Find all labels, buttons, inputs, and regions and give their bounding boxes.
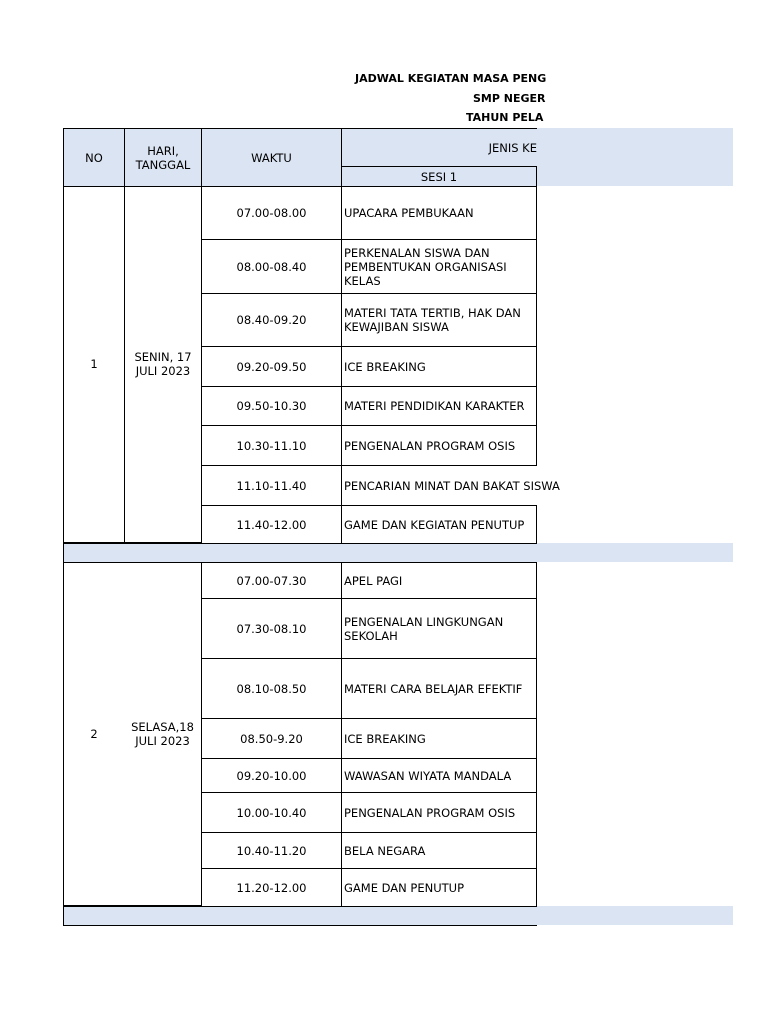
title-text-2: SMP NEGER [473, 92, 546, 105]
day-separator-row [63, 906, 733, 925]
schedule-activity: GAME DAN KEGIATAN PENUTUP [341, 505, 537, 544]
day-date: SELASA,18 JULI 2023 [124, 562, 201, 906]
schedule-activity: PERKENALAN SISWA DAN PEMBENTUKAN ORGANISASI KELAS [341, 239, 537, 294]
schedule-activity: MATERI CARA BELAJAR EFEKTIF [341, 658, 537, 719]
separator-top-line [63, 906, 537, 907]
schedule-time: 11.20-12.00 [201, 868, 341, 907]
title-line-3 [0, 109, 768, 127]
day-date: SENIN, 17 JULI 2023 [124, 186, 201, 543]
schedule-time: 08.50-9.20 [201, 718, 341, 759]
schedule-activity: PENGENALAN PROGRAM OSIS [341, 425, 537, 466]
header-waktu: WAKTU [201, 128, 341, 187]
schedule-time: 07.30-08.10 [201, 598, 341, 659]
schedule-activity: MATERI TATA TERTIB, HAK DAN KEWAJIBAN SISWA [341, 293, 537, 347]
schedule-time: 08.00-08.40 [201, 239, 341, 294]
title-line-1 [0, 70, 768, 88]
separator-left-line [63, 543, 64, 563]
schedule-activity: MATERI PENDIDIKAN KARAKTER [341, 386, 537, 426]
separator-left-line [63, 906, 64, 926]
schedule-activity: APEL PAGI [341, 562, 537, 599]
header-no: NO [63, 128, 124, 187]
schedule-time: 09.50-10.30 [201, 386, 341, 426]
schedule-time: 10.40-11.20 [201, 832, 341, 869]
schedule-activity: ICE BREAKING [341, 718, 537, 759]
header-hari-tanggal: HARI, TANGGAL [124, 128, 201, 187]
schedule-activity: WAWASAN WIYATA MANDALA [341, 758, 537, 793]
schedule-time: 11.40-12.00 [201, 505, 341, 544]
schedule-time: 07.00-07.30 [201, 562, 341, 599]
separator-bottom-line [63, 925, 537, 926]
separator-top-line [63, 543, 537, 544]
title-text-3: TAHUN PELA [466, 111, 544, 124]
schedule-activity: ICE BREAKING [341, 346, 537, 387]
schedule-time: 08.40-09.20 [201, 293, 341, 347]
schedule-time: 10.00-10.40 [201, 792, 341, 833]
day-number: 1 [63, 186, 124, 543]
schedule-activity: GAME DAN PENUTUP [341, 868, 537, 907]
schedule-activity: BELA NEGARA [341, 832, 537, 869]
schedule-activity: PENGENALAN PROGRAM OSIS [341, 792, 537, 833]
schedule-time: 09.20-09.50 [201, 346, 341, 387]
schedule-time: 09.20-10.00 [201, 758, 341, 793]
header-sesi-1: SESI 1 [341, 166, 537, 187]
title-block [0, 0, 547, 130]
title-line-2 [0, 90, 768, 108]
header-jenis-kegiatan: JENIS KE [341, 128, 537, 166]
schedule-activity: PENCARIAN MINAT DAN BAKAT SISWA [341, 465, 537, 506]
schedule-time: 08.10-08.50 [201, 658, 341, 719]
schedule-time: 07.00-08.00 [201, 186, 341, 240]
schedule-time: 11.10-11.40 [201, 465, 341, 506]
day-number: 2 [63, 562, 124, 906]
title-text-1: JADWAL KEGIATAN MASA PENG [355, 72, 547, 85]
schedule-time: 10.30-11.10 [201, 425, 341, 466]
schedule-activity: PENGENALAN LINGKUNGAN SEKOLAH [341, 598, 537, 659]
schedule-activity: UPACARA PEMBUKAAN [341, 186, 537, 240]
day-separator-row [63, 543, 733, 562]
